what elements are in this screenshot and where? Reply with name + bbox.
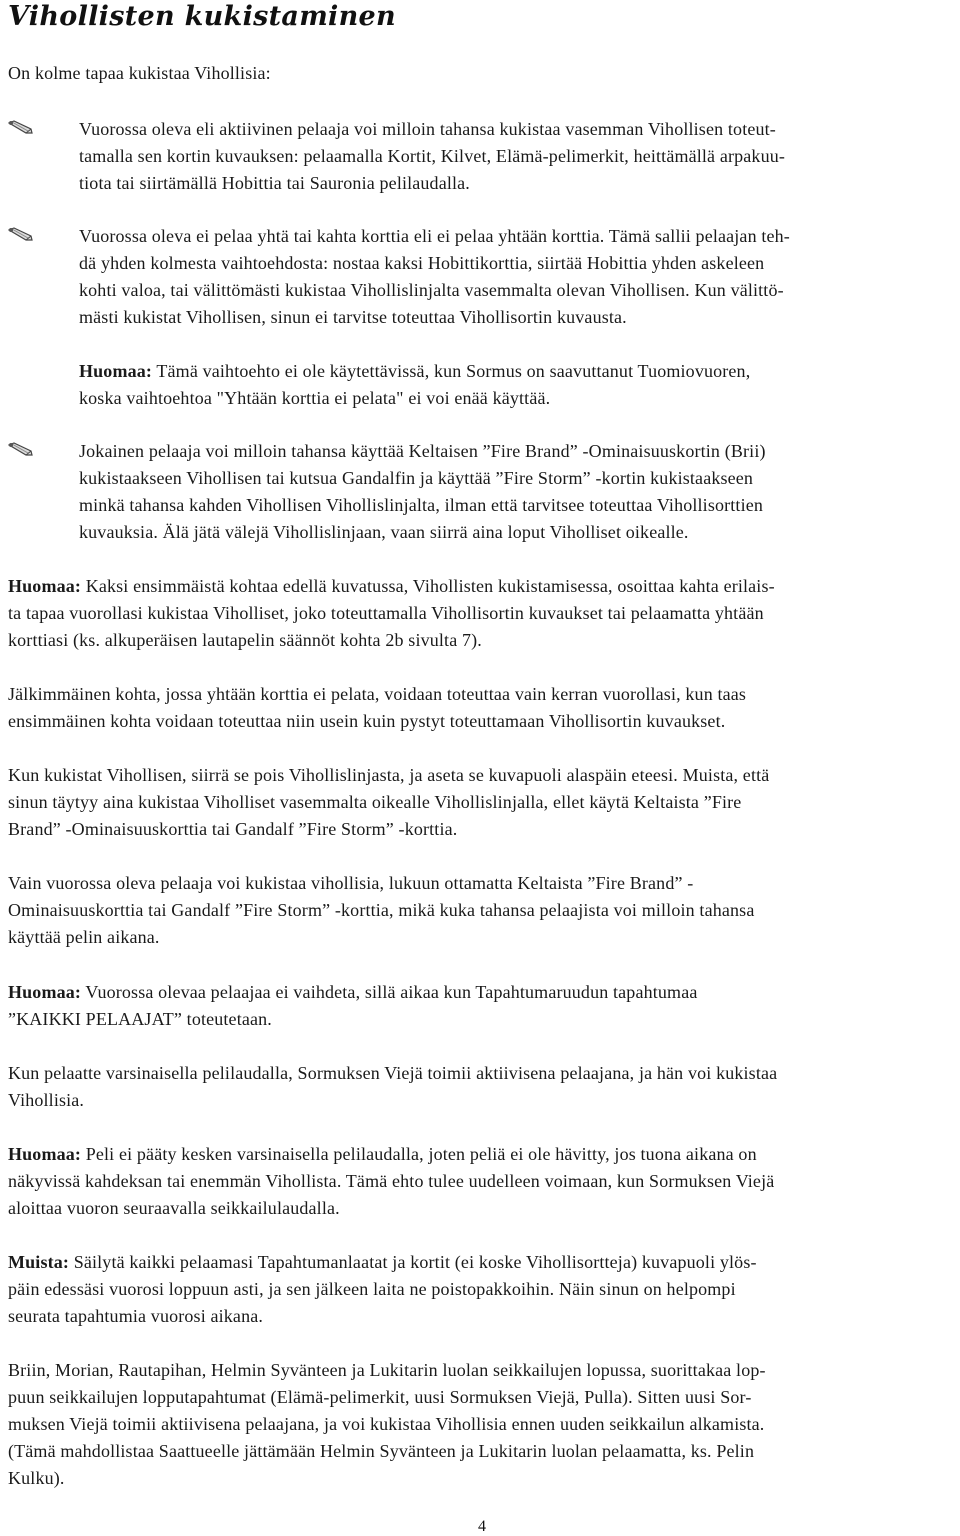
pencil-bullet-icon [8,120,34,136]
pencil-bullet-icon [8,442,34,458]
note-label: Huomaa: [8,576,82,596]
paragraph-4: Vain vuorossa oleva pelaaja voi kukistaa vihollisia, lukuun ottamatta Keltaista ”Fire Brand” - Ominaisuuskorttia tai Gandalf ”Fire Storm” -korttia, mikä kuka tahansa pelaajista voi milloin tahansa käyttää pelin aikana. [8,873,755,947]
pencil-bullet-icon [8,227,34,243]
page-title: Vihollisten kukistaminen [8,1,396,32]
remember-label: Muista: [8,1252,70,1272]
bullet-item-2: Vuorossa oleva ei pelaa yhtä tai kahta korttia eli ei pelaa yhtään korttia. Tämä sallii pelaajan teh- dä yhden kolmesta vaihtoehdosta: nostaa kaksi Hobittikorttia, siirtää Hobittia yhden askeleen kohti valoa, tai välittömästi kukistaa Vihollislinjalta vasemmalta olevan Vihollisen. Kun välittö- mästi kukistat Vihollisen, sinun ei tarvitse toteuttaa Vihollisortin kuvausta. [79,226,790,327]
note-label: Huomaa: [8,982,82,1002]
bullet-2-note: Huomaa: Tämä vaihtoehto ei ole käytettävissä, kun Sormus on saavuttanut Tuomiovuoren, koska vaihtoehtoa "Yhtään korttia ei pelata" ei voi enää käyttää. [79,361,751,408]
bullet-item-1: Vuorossa oleva eli aktiivinen pelaaja voi milloin tahansa kukistaa vasemman Vihollisen toteut- tamalla sen kortin kuvauksen: pelaamalla Kortit, Kilvet, Elämä-pelimerkit, heittämällä arpakuu- tiota tai siirtämällä Hobittia tai Sauronia pelilaudalla. [79,119,786,193]
paragraph-remember: Muista: Säilytä kaikki pelaamasi Tapahtumanlaatat ja kortit (ei koske Vihollisortteja) kuvapuoli ylös- päin edessäsi vuorosi loppuun asti, ja sen jälkeen laita ne poistopakkoihin. Näin sinun on helpompi seurata tapahtumia vuorosi aikana. [8,1252,757,1326]
paragraph-2: Jälkimmäinen kohta, jossa yhtään korttia ei pelata, voidaan toteuttaa vain kerran vuorollasi, kun taas ensimmäinen kohta voidaan toteuttaa niin usein kuin pystyt toteuttamaan Vihollisortin kuvaukset. [8,684,747,731]
bullet-item-3: Jokainen pelaaja voi milloin tahansa käyttää Keltaisen ”Fire Brand” -Ominaisuuskortin (Brii) kukistaakseen Vihollisen tai kutsua Gandalfin ja käyttää ”Fire Storm” -kortin kukistaakseen minkä tahansa kahden Vihollisen Vihollislinjalta, ilman että tarvitsee toteuttaa Vihollisorttien kuvauksia. Älä jätä välejä Vihollislinjaan, vaan siirrä aina loput Viholliset oikealle. [79,441,766,542]
paragraph-note-2: Huomaa: Vuorossa olevaa pelaajaa ei vaihdeta, sillä aikaa kun Tapahtumaruudun tapahtumaa ”KAIKKI PELAAJAT” toteutetaan. [8,982,698,1029]
paragraph-6: Kun pelaatte varsinaisella pelilaudalla, Sormuksen Viejä toimii aktiivisena pelaajana, ja hän voi kukistaa Vihollisia. [8,1063,778,1110]
paragraph-3: Kun kukistat Vihollisen, siirrä se pois Vihollislinjasta, ja aseta se kuvapuoli alaspäin eteesi. Muista, että sinun täytyy aina kukistaa Viholliset vasemmalta oikealle Vihollislinjalla, ellet käytä Keltaista ”Fire Brand” -Ominaisuuskorttia tai Gandalf ”Fire Storm” -korttia. [8,765,770,839]
paragraph-last: Briin, Morian, Rautapihan, Helmin Syvänteen ja Lukitarin luolan seikkailujen lopussa, suorittakaa lop- puun seikkailujen lopputapahtumat (Elämä-pelimerkit, uusi Sormuksen Viejä, Pulla). Sitten uusi Sor- muksen Viejä toimii aktiivisena pelaajana, ja voi kukistaa Vihollisia ennen uuden seikkailun alkamista. (Tämä mahdollistaa Saattueelle jättämään Helmin Syvänteen ja Lukitarin luolan pelaamatta, ks. Pelin Kulku). [8,1360,766,1488]
page-number: 4 [478,1518,486,1535]
note-label: Huomaa: [79,361,153,381]
note-label: Huomaa: [8,1144,82,1164]
paragraph-note-1: Huomaa: Kaksi ensimmäistä kohtaa edellä kuvatussa, Vihollisten kukistamisessa, osoittaa kahta erilais- ta tapaa vuorollasi kukistaa Viholliset, joko toteuttamalla Vihollisortin kuvaukset tai pelaamatta yhtään korttiasi (ks. alkuperäisen lautapelin säännöt kohta 2b sivulta 7). [8,576,775,650]
paragraph-note-3: Huomaa: Peli ei pääty kesken varsinaisella pelilaudalla, joten peliä ei ole hävitty, jos tuona aikana on näkyvissä kahdeksan tai enemmän Vihollista. Tämä ehto tulee uudelleen voimaan, kun Sormuksen Viejä aloittaa vuoron seuraavalla seikkailulaudalla. [8,1144,775,1218]
intro-text: On kolme tapaa kukistaa Vihollisia: [8,63,271,83]
